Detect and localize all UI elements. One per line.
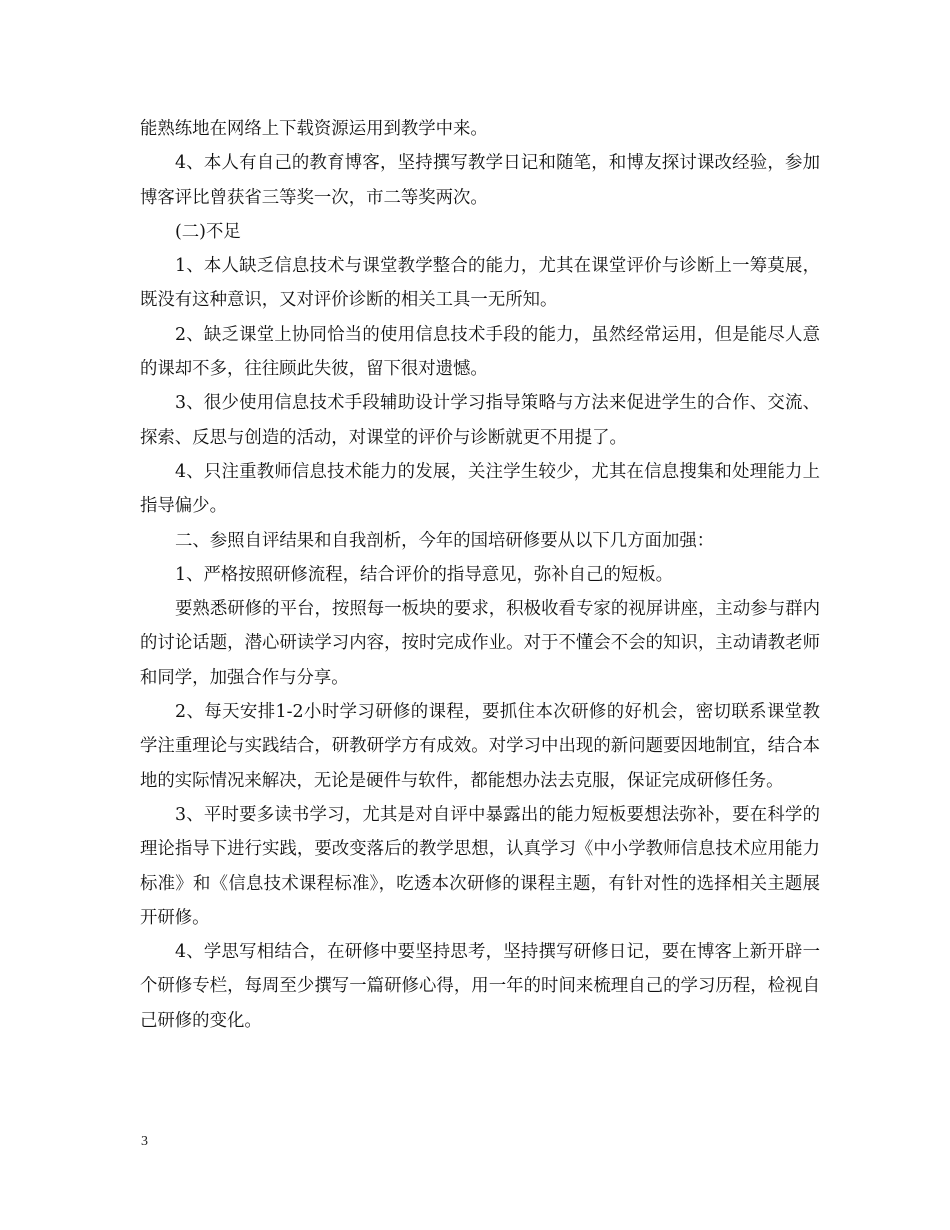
section-heading-improvement: 二、参照自评结果和自我剖析，今年的国培研修要从以下几方面加强： — [175, 530, 715, 551]
paragraph-shortcoming-2: 2、缺乏课堂上协同恰当的使用信息技术手段的能力，虽然经常运用，但是能尽人意的课却不多，往往顾此失彼，留下很对遗憾。 — [140, 324, 820, 380]
paragraph-improvement-1-detail: 要熟悉研修的平台，按照每一板块的要求，积极收看专家的视屏讲座，主动参与群内的讨论话题，潜心研读学习内容，按时完成作业。对于不懂会不会的知识，主动请教老师和同学，加强合作与分享。 — [140, 599, 820, 688]
paragraph-shortcoming-3: 3、很少使用信息技术手段辅助设计学习指导策略与方法来促进学生的合作、交流、探索、反思与创造的活动，对课堂的评价与诊断就更不用提了。 — [140, 393, 820, 448]
paragraph-shortcoming-4: 4、只注重教师信息技术能力的发展，关注学生较少，尤其在信息搜集和处理能力上指导偏少。 — [140, 461, 820, 517]
paragraph-blog-achievement: 4、本人有自己的教育博客，坚持撰写教学日记和随笔，和博友探讨课改经验，参加博客评比曾获省三等奖一次，市二等奖两次。 — [140, 153, 820, 208]
paragraph-improvement-1: 1、严格按照研修流程，结合评价的指导意见，弥补自己的短板。 — [175, 564, 674, 585]
page-number: 3 — [141, 1134, 148, 1149]
paragraph-continuation: 能熟练地在网络上下载资源运用到教学中来。 — [140, 119, 488, 139]
paragraph-shortcoming-1: 1、本人缺乏信息技术与课堂教学整合的能力，尤其在课堂评价与诊断上一筹莫展，既没有这种意识，又对评价诊断的相关工具一无所知。 — [140, 256, 820, 311]
paragraph-improvement-2: 2、每天安排1-2小时学习研修的课程，要抓住本次研修的好机会，密切联系课堂教学注重理论与实践结合，研教研学方有成效。对学习中出现的新问题要因地制宜，结合本地的实际情况来解决，无论是硬件与软件，都能想办法去克服，保证完成研修任务。 — [140, 702, 820, 791]
paragraph-improvement-4: 4、学思写相结合，在研修中要坚持思考，坚持撰写研修日记，要在博客上新开辟一个研修专栏，每周至少撰写一篇研修心得，用一年的时间来梳理自己的学习历程，检视自己研修的变化。 — [140, 942, 820, 1031]
document-body — [140, 112, 820, 1038]
section-heading-shortcomings: (二)不足 — [175, 221, 241, 242]
paragraph-improvement-3: 3、平时要多读书学习，尤其是对自评中暴露出的能力短板要想法弥补，要在科学的理论指导下进行实践，要改变落后的教学思想，认真学习《中小学教师信息技术应用能力标准》和《信息技术课程标准》，吃透本次研修的课程主题，有针对性的选择相关主题展开研修。 — [140, 804, 820, 928]
